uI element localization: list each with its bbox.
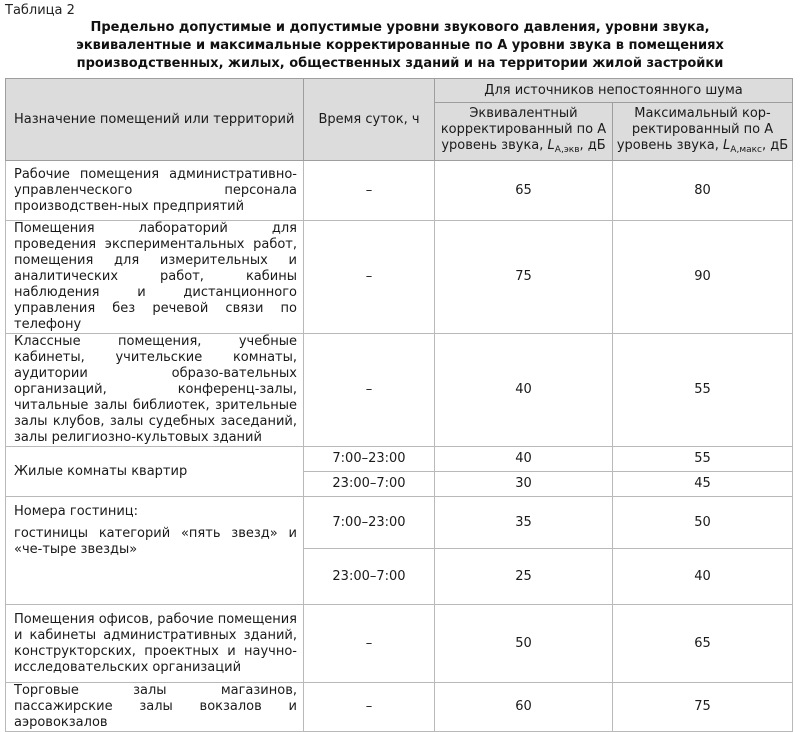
- table-row: [6, 161, 793, 221]
- time-cell: 23:00–7:00: [304, 549, 435, 605]
- time-cell: 23:00–7:00: [304, 472, 435, 497]
- maximum-cell: 65: [613, 605, 793, 683]
- equivalent-cell: 40: [435, 334, 613, 447]
- equivalent-cell: 60: [435, 683, 613, 732]
- header-maximum-symbol: L: [723, 137, 731, 153]
- header-equivalent-symbol: L: [547, 137, 555, 153]
- noise-levels-table: [5, 78, 793, 732]
- purpose-cell: Рабочие помещения административно-управленческого персонала производствен-ных предприятий: [6, 161, 304, 221]
- purpose-cell: Помещения лабораторий для проведения экспериментальных работ, помещения для измерительных и аналитических работ, кабины наблюдения и дистанционного управления без речевой связи по телефону: [6, 221, 304, 334]
- header-maximum-text: Максимальный кор-ректированный по А уровень звука,: [616, 105, 774, 153]
- equivalent-cell: 30: [435, 472, 613, 497]
- header-purpose: Назначение помещений или территорий: [6, 79, 304, 161]
- equivalent-cell: 65: [435, 161, 613, 221]
- table-row: [6, 334, 793, 447]
- caption-line: производственных, жилых, общественных зданий и на территории жилой застройки: [76, 56, 724, 71]
- time-cell: –: [304, 683, 435, 732]
- maximum-cell: 90: [613, 221, 793, 334]
- equivalent-cell: 50: [435, 605, 613, 683]
- maximum-cell: 55: [613, 447, 793, 472]
- purpose-cell: Торговые залы магазинов, пассажирские залы вокзалов и аэровокзалов: [6, 683, 304, 732]
- purpose-title: Номера гостиниц:: [14, 504, 139, 519]
- table-row: [6, 683, 793, 732]
- maximum-cell: 75: [613, 683, 793, 732]
- header-maximum-unit: , дБ: [762, 137, 789, 153]
- purpose-cell: Помещения офисов, рабочие помещения и кабинеты административных зданий, конструкторских, проектных и научно-исследовательских организаций: [6, 605, 304, 683]
- equivalent-cell: 75: [435, 221, 613, 334]
- table-label: Таблица 2: [5, 3, 75, 18]
- time-cell: –: [304, 334, 435, 447]
- purpose-cell: Жилые комнаты квартир: [6, 447, 304, 497]
- equivalent-cell: 40: [435, 447, 613, 472]
- header-time: Время суток, ч: [304, 79, 435, 161]
- header-equivalent-unit: , дБ: [579, 137, 606, 153]
- header-maximum-subscript: А,макс: [730, 144, 763, 155]
- header-equivalent-subscript: А,экв: [554, 144, 580, 155]
- header-maximum: [613, 103, 793, 161]
- maximum-cell: 40: [613, 549, 793, 605]
- maximum-cell: 80: [613, 161, 793, 221]
- header-equivalent-text: Эквивалентный корректированный по А уровень звука,: [440, 105, 607, 153]
- equivalent-cell: 35: [435, 497, 613, 549]
- maximum-cell: 45: [613, 472, 793, 497]
- maximum-cell: 55: [613, 334, 793, 447]
- purpose-cell: Классные помещения, учебные кабинеты, учительские комнаты, аудитории образо-вательных организаций, конференц-залы, читальные залы библиотек, зрительные залы клубов, залы судебных заседаний, залы религиозно-культовых зданий: [6, 334, 304, 447]
- header-group: Для источников непостоянного шума: [435, 79, 793, 103]
- header-equivalent: [435, 103, 613, 161]
- time-cell: 7:00–23:00: [304, 447, 435, 472]
- maximum-cell: 50: [613, 497, 793, 549]
- table-row: [6, 221, 793, 334]
- equivalent-cell: 25: [435, 549, 613, 605]
- time-cell: 7:00–23:00: [304, 497, 435, 549]
- caption-line: Предельно допустимые и допустимые уровни звукового давления, уровни звука,: [90, 20, 710, 35]
- purpose-text: гостиницы категорий «пять звезд» и «че-тыре звезды»: [14, 526, 297, 557]
- table-row: [6, 497, 793, 549]
- table-row: [6, 447, 793, 472]
- table-caption: [60, 19, 740, 73]
- time-cell: –: [304, 605, 435, 683]
- caption-line: эквивалентные и максимальные корректированные по А уровни звука в помещениях: [76, 38, 724, 53]
- purpose-cell: [6, 497, 304, 605]
- time-cell: –: [304, 221, 435, 334]
- time-cell: –: [304, 161, 435, 221]
- table-row: [6, 605, 793, 683]
